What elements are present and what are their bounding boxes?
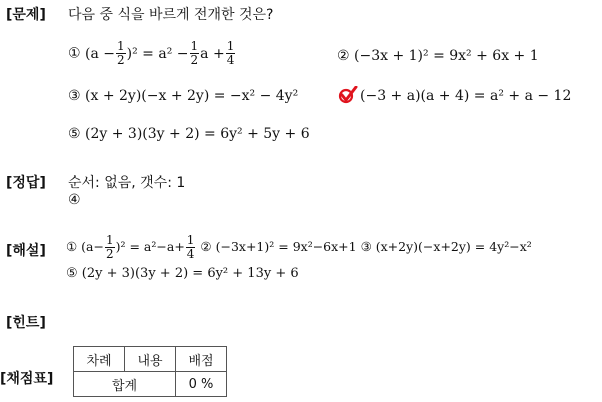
question-text: 다음 중 식을 바르게 전개한 것은? bbox=[68, 7, 274, 23]
hint-label: [힌트] bbox=[6, 315, 46, 331]
fraction: $\frac{1}{4}$ bbox=[186, 233, 195, 261]
choice-5-marker: ⑤ bbox=[68, 126, 81, 142]
fraction: $\frac{1}{4}$ bbox=[226, 39, 235, 67]
choice-3 bbox=[68, 88, 298, 104]
choice-1-expr: (a − $\frac{1}{2}$ )² = a² − $\frac{1}{2}$ a + $\frac{1}{4}$ bbox=[85, 39, 235, 67]
fraction: $\frac{1}{2}$ bbox=[190, 39, 199, 67]
score-table bbox=[73, 346, 227, 397]
choice-4-expr: (−3 + a)(a + 4) = a² + a − 12 bbox=[360, 88, 572, 104]
choice-4 bbox=[360, 88, 571, 104]
explanation-line-2 bbox=[66, 266, 299, 281]
checkmark-icon bbox=[338, 86, 358, 104]
choice-3-expr: (x + 2y)(−x + 2y) = −x² − 4y² bbox=[85, 88, 299, 104]
explanation-line-1 bbox=[66, 234, 532, 261]
fraction: $\frac{1}{2}$ bbox=[105, 233, 114, 261]
header-points: 배점 bbox=[176, 347, 227, 372]
total-label: 합계 bbox=[74, 372, 176, 397]
choice-1-marker: ① bbox=[68, 45, 81, 62]
total-value: 0 % bbox=[176, 372, 227, 397]
explanation-expr-2: ⑤ (2y + 3)(3y + 2) = 6y² + 13y + 6 bbox=[66, 266, 299, 281]
explanation-label: [해설] bbox=[6, 243, 46, 259]
answer-meta: 순서: 없음, 갯수: 1 bbox=[68, 175, 186, 191]
explanation-expr-1: ① (a− $\frac{1}{2}$ )² = a²−a+ $\frac{1}{4}$ ② (−3x+1)² = 9x²−6x+1 ③ (x+2y)(−x+2y) = 4y²−x² bbox=[66, 233, 532, 261]
choice-5-expr: (2y + 3)(3y + 2) = 6y² + 5y + 6 bbox=[85, 126, 310, 142]
fraction: $\frac{1}{2}$ bbox=[117, 39, 125, 67]
choice-2 bbox=[337, 48, 539, 64]
table-row bbox=[74, 372, 227, 397]
header-content: 내용 bbox=[125, 347, 176, 372]
choice-1 bbox=[68, 40, 236, 67]
choice-5 bbox=[68, 126, 310, 142]
choice-2-marker: ② bbox=[337, 48, 350, 64]
table-row bbox=[74, 347, 227, 372]
choice-2-expr: (−3x + 1)² = 9x² + 6x + 1 bbox=[354, 48, 539, 64]
problem-label: [문제] bbox=[6, 7, 46, 23]
answer-label: [정답] bbox=[6, 175, 46, 191]
header-order: 차례 bbox=[74, 347, 125, 372]
choice-3-marker: ③ bbox=[68, 88, 81, 104]
answer-value: ④ bbox=[68, 192, 81, 208]
scoring-label: [채점표] bbox=[0, 371, 54, 387]
